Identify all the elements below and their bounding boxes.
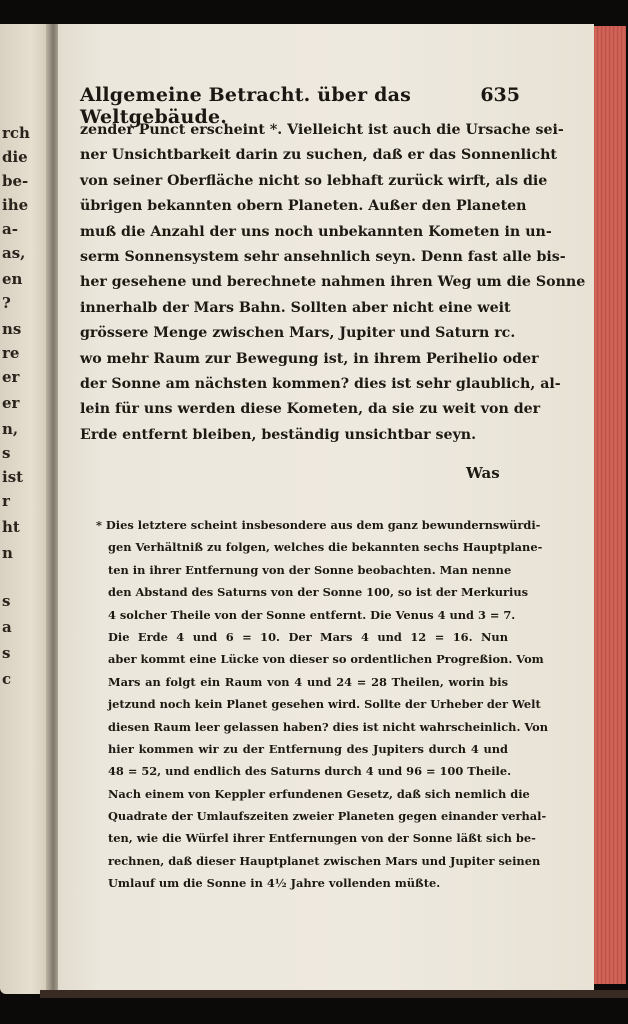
left-fragment: c [2, 670, 12, 688]
footnote-line: rechnen, daß dieser Hauptplanet zwischen Mars und Jupiter seinen [108, 853, 541, 868]
red-page-edge [594, 26, 626, 984]
footnote-line: 48 = 52, und endlich des Saturns durch 4 und 96 = 100 Theile. [108, 764, 512, 779]
text-line: serm Sonnensystem sehr ansehnlich seyn. Denn fast alle bis- [80, 248, 566, 265]
left-fragment: s [2, 644, 11, 662]
footnote-line: Mars an folgt ein Raum von 4 und 24 = 28 Theilen, worin bis [108, 674, 508, 689]
footnote-line: Umlauf um die Sonne in 4½ Jahre vollenden müßte. [108, 876, 441, 891]
footnote-line: gen Verhältniß zu folgen, welches die bekannten sechs Hauptplane- [108, 540, 543, 555]
left-fragment: as, [2, 244, 26, 262]
text-line: ner Unsichtbarkeit darin zu suchen, daß er das Sonnenlicht [80, 147, 557, 164]
text-line: übrigen bekannten obern Planeten. Außer den Planeten [80, 198, 527, 215]
text-line: muß die Anzahl der uns noch unbekannten Kometen in un- [80, 223, 552, 240]
footnote-line: Die Erde 4 und 6 = 10. Der Mars 4 und 12 = 16. Nun [108, 629, 508, 644]
left-fragment: er [2, 368, 20, 386]
left-fragment: be- [2, 172, 29, 190]
footnote-line: aber kommt eine Lücke von dieser so ordentlichen Progreßion. Vom [108, 652, 544, 667]
left-fragment: n, [2, 420, 19, 438]
text-line: Erde entfernt bleiben, beständig unsichtbar seyn. [80, 426, 477, 443]
catchword: Was [466, 464, 500, 482]
footnote-line: * Dies letztere scheint insbesondere aus dem ganz bewundernswürdi- [96, 518, 541, 532]
left-fragment: er [2, 394, 20, 412]
footnote-line: diesen Raum leer gelassen haben? dies ist nicht wahrscheinlich. Von [108, 719, 549, 734]
left-fragment: re [2, 344, 20, 362]
text-line: der Sonne am nächsten kommen? dies ist sehr glaublich, al- [80, 375, 561, 392]
text-line: von seiner Oberfläche nicht so lebhaft zurück wirft, als die [80, 172, 548, 189]
text-line: innerhalb der Mars Bahn. Sollten aber nicht eine weit [80, 299, 511, 316]
left-fragment: rch [2, 124, 30, 142]
text-line: lein für uns werden diese Kometen, da sie zu weit von der [80, 401, 541, 418]
footnote [96, 514, 549, 895]
left-fragment: r [2, 492, 10, 510]
text-line: her gesehene und berechnete nahmen ihren Weg um die Sonne [80, 274, 586, 291]
footnote-line: den Abstand des Saturns von der Sonne 100, so ist der Merkurius [108, 585, 529, 600]
running-title: Allgemeine Betracht. über das Weltgebäude. [80, 84, 412, 128]
left-fragment: a [2, 618, 12, 636]
left-fragment: s [2, 444, 11, 462]
footnote-line: jetzund noch kein Planet gesehen wird. Sollte der Urheber der Welt [108, 697, 541, 712]
left-fragment: ht [2, 518, 20, 536]
footnote-line: ten, wie die Würfel ihrer Entfernungen von der Sonne läßt sich be- [108, 831, 536, 846]
left-fragment: ? [2, 294, 11, 312]
page-number: 635 [480, 84, 520, 106]
left-fragment: en [2, 270, 23, 288]
text-line: zender Punct erscheint *. Vielleicht ist auch die Ursache sei- [80, 122, 564, 138]
text-line: grössere Menge zwischen Mars, Jupiter und Saturn rc. [80, 325, 516, 342]
text-line: wo mehr Raum zur Bewegung ist, in ihrem Perihelio oder [80, 350, 539, 367]
footnote-line: Quadrate der Umlaufszeiten zweier Planeten gegen einander verhal- [108, 809, 547, 824]
left-fragment: s [2, 592, 11, 610]
left-fragment: ihe [2, 196, 29, 214]
left-page-edge [0, 24, 52, 994]
footnote-line: 4 solcher Theile von der Sonne entfernt. Die Venus 4 und 3 = 7. [108, 607, 516, 622]
main-text [80, 118, 586, 448]
left-fragment: ist [2, 468, 24, 486]
book-cover-edge [40, 990, 628, 998]
footnote-line: hier kommen wir zu der Entfernung des Jupiters durch 4 und [108, 741, 508, 756]
footnote-line: Nach einem von Keppler erfundenen Gesetz, daß sich nemlich die [108, 786, 530, 801]
left-fragment: n [2, 544, 13, 562]
left-fragment: die [2, 148, 28, 166]
footnote-line: ten in ihrer Entfernung von der Sonne beobachten. Man nenne [108, 562, 512, 577]
left-fragment: ns [2, 320, 22, 338]
left-fragment: a- [2, 220, 18, 238]
